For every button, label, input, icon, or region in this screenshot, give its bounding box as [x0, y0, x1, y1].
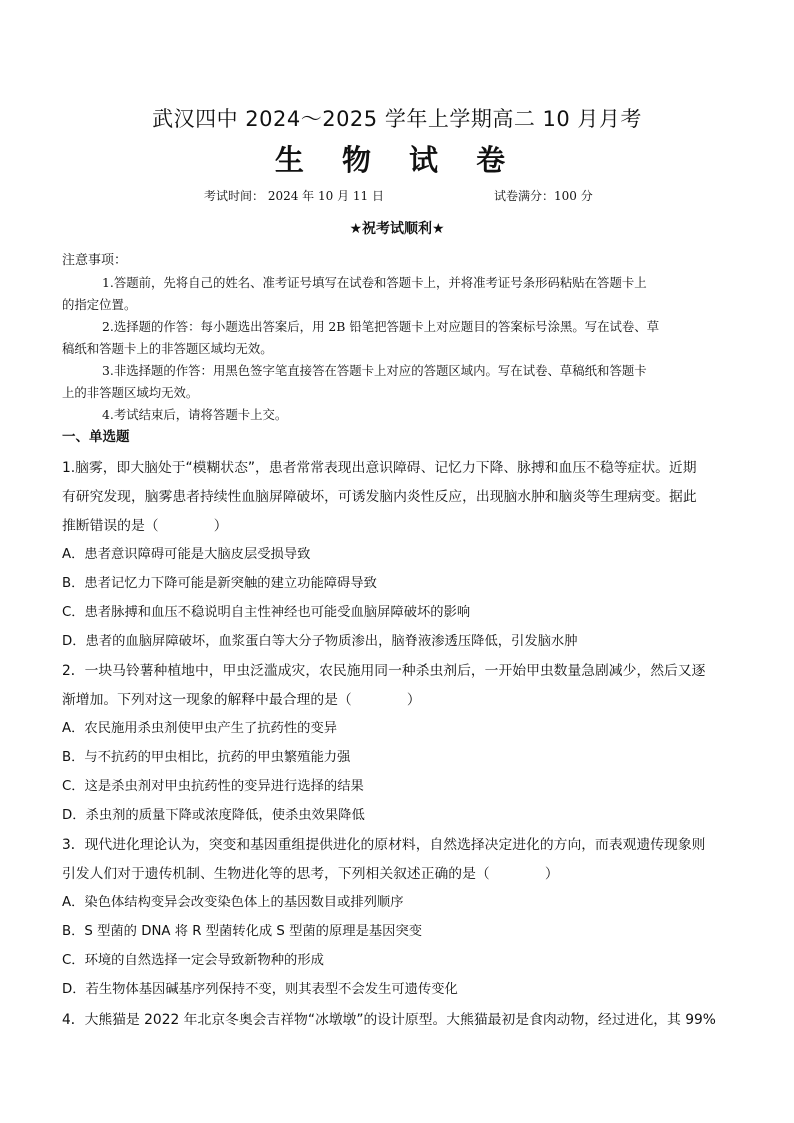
question-3-stem: 引发人们对于遗传机制、生物进化等的思考，下列相关叙述正确的是（ ） [62, 866, 559, 882]
note-line: 稿纸和答题卡上的非答题区域均无效。 [62, 341, 273, 356]
question-4-stem: 4．大熊猫是 2022 年北京冬奥会吉祥物“冰墩墩”的设计原型。大熊猫最初是食肉动物，经过进化，其 99% [62, 1012, 716, 1028]
question-2-stem: 渐增加。下列对这一现象的解释中最合理的是（ ） [62, 692, 421, 708]
note-line: 的指定位置。 [62, 297, 137, 312]
question-2-stem: 2．一块马铃薯种植地中，甲虫泛滥成灾，农民施用同一种杀虫剂后，一开始甲虫数量急剧减少，然后又逐 [62, 663, 706, 679]
question-1-stem: 1.脑雾，即大脑处于“模糊状态”，患者常常表现出意识障碍、记忆力下降、脉搏和血压不稳等症状。近期 [62, 460, 697, 476]
exam-title: 武汉四中 2024～2025 学年上学期高二 10 月月考 [152, 107, 642, 131]
question-3-option-a: A．染色体结构变异会改变染色体上的基因数目或排列顺序 [62, 895, 404, 910]
question-1-option-d: D．患者的血脑屏障破坏，血浆蛋白等大分子物质渗出，脑脊液渗透压降低，引发脑水肿 [62, 634, 578, 649]
question-1-option-a: A．患者意识障碍可能是大脑皮层受损导致 [62, 547, 311, 562]
notes-heading: 注意事项： [62, 253, 128, 268]
question-2-option-c: C．这是杀虫剂对甲虫抗药性的变异进行选择的结果 [62, 779, 364, 794]
subject-title: 生 物 试 卷 [274, 143, 520, 177]
question-3-option-b: B．S 型菌的 DNA 将 R 型菌转化成 S 型菌的原理是基因突变 [62, 924, 423, 939]
note-line: 1.答题前，先将自己的姓名、准考证号填写在试卷和答题卡上，并将准考证号条形码粘贴在答题卡上 [102, 275, 647, 290]
question-3-stem: 3．现代进化理论认为，突变和基因重组提供进化的原材料，自然选择决定进化的方向，而表观遗传现象则 [62, 837, 706, 853]
note-line: 4.考试结束后，请将答题卡上交。 [102, 407, 288, 422]
question-1-option-c: C．患者脉搏和血压不稳说明自主性神经也可能受血脑屏障破坏的影响 [62, 605, 471, 620]
question-2-option-b: B．与不抗药的甲虫相比，抗药的甲虫繁殖能力强 [62, 750, 351, 765]
full-score: 试卷满分：100 分 [494, 189, 593, 203]
note-line: 3.非选择题的作答：用黑色签字笔直接答在答题卡上对应的答题区域内。写在试卷、草稿纸和答题卡 [102, 363, 647, 378]
question-1-option-b: B．患者记忆力下降可能是新突触的建立功能障碍导致 [62, 576, 377, 591]
question-3-option-d: D．若生物体基因碱基序列保持不变，则其表型不会发生可遗传变化 [62, 982, 458, 997]
question-3-option-c: C．环境的自然选择一定会导致新物种的形成 [62, 953, 324, 968]
section-title: 一、单选题 [62, 429, 130, 445]
note-line: 上的非答题区域均无效。 [62, 385, 199, 400]
note-line: 2.选择题的作答：每小题选出答案后，用 2B 铅笔把答题卡上对应题目的答案标号涂黑。写在试卷、草 [102, 319, 660, 334]
question-1-stem: 有研究发现，脑雾患者持续性血脑屏障破坏，可诱发脑内炎性反应，出现脑水肿和脑炎等生理病变。据此 [62, 489, 697, 505]
question-2-option-d: D．杀虫剂的质量下降或浓度降低，使杀虫效果降低 [62, 808, 365, 823]
good-luck-banner: ★祝考试顺利★ [349, 221, 445, 237]
question-2-option-a: A．农民施用杀虫剂使甲虫产生了抗药性的变异 [62, 721, 338, 736]
exam-time: 考试时间： 2024 年 10 月 11 日 [204, 189, 384, 203]
question-1-stem: 推断错误的是（ ） [62, 518, 228, 534]
